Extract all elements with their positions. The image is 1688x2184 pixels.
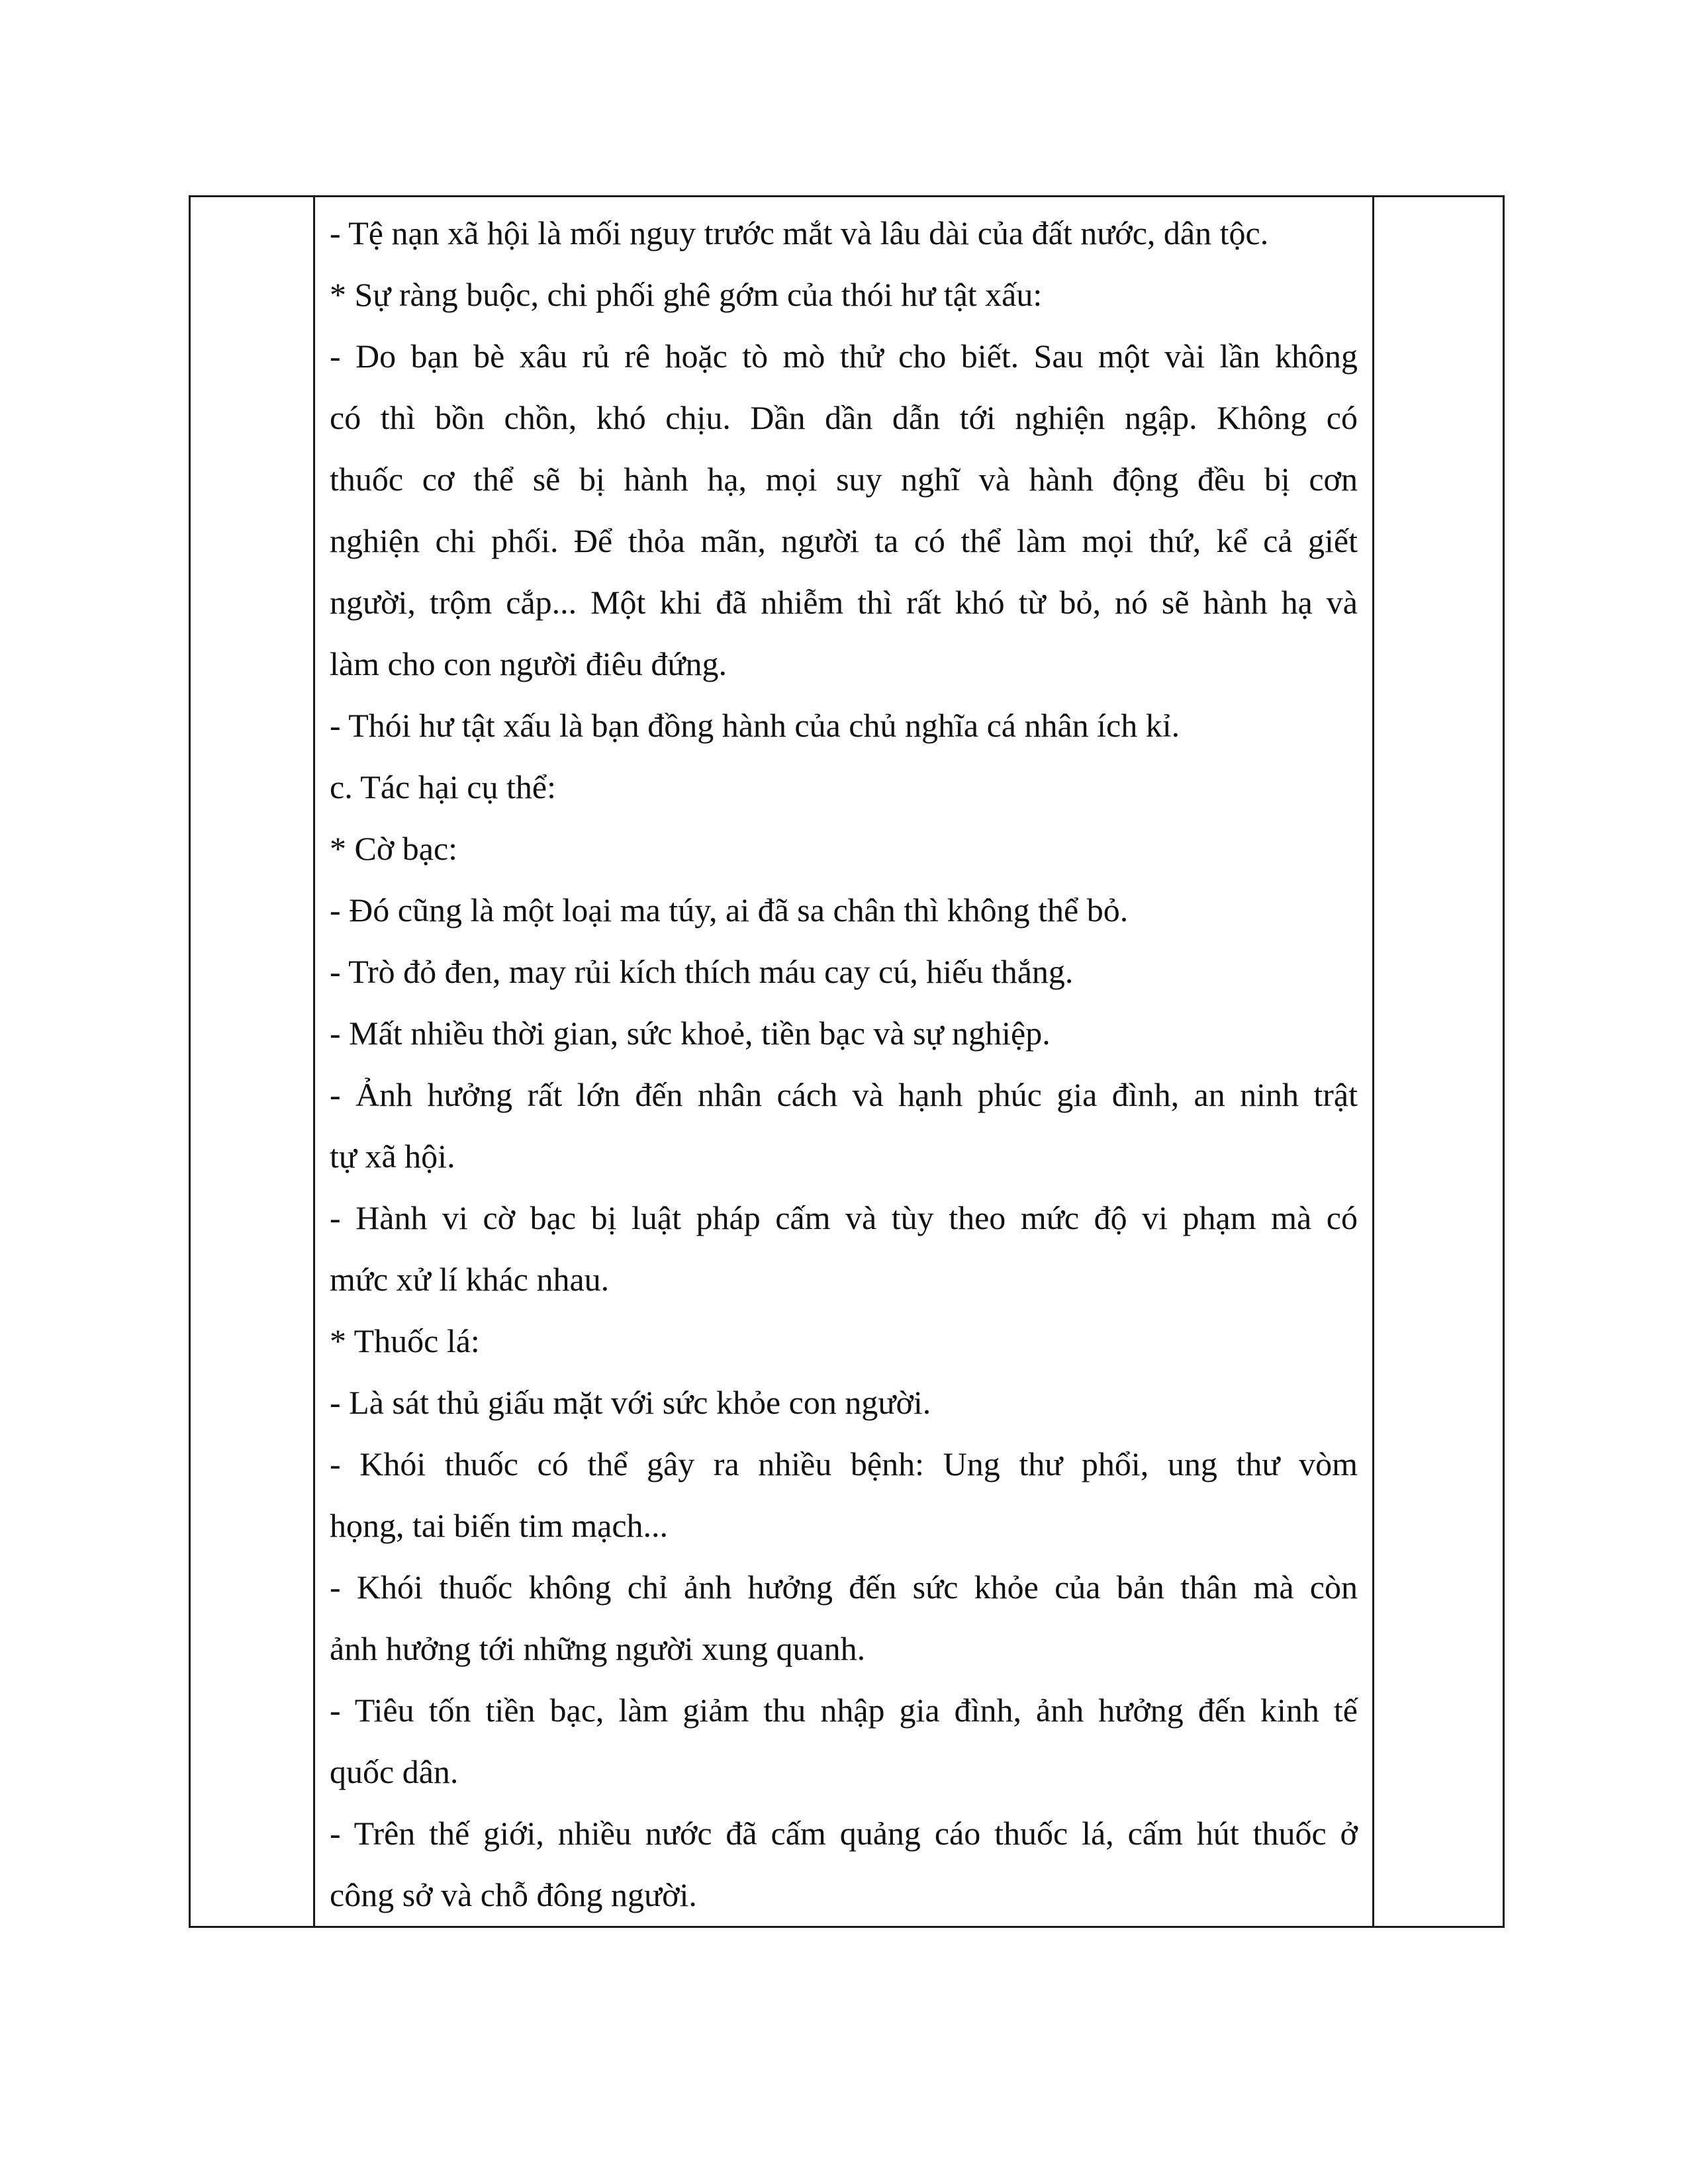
content-text-block xyxy=(315,197,1372,1926)
text-line: - Do bạn bè xâu rủ rê hoặc tò mò thử cho biết. Sau một vài lần không xyxy=(330,338,1358,375)
text-line: - Trên thế giới, nhiều nước đã cấm quảng cáo thuốc lá, cấm hút thuốc ở xyxy=(330,1815,1358,1852)
right-column-cell xyxy=(1374,197,1504,1927)
text-line: mức xử lí khác nhau. xyxy=(330,1261,610,1298)
text-line: - Mất nhiều thời gian, sức khoẻ, tiền bạc và sự nghiệp. xyxy=(330,1015,1051,1052)
text-line: c. Tác hại cụ thể: xyxy=(330,768,556,805)
content-table xyxy=(189,195,1505,1928)
text-line: có thì bồn chồn, khó chịu. Dần dần dẫn tới nghiện ngập. Không có xyxy=(330,399,1358,436)
text-line: - Trò đỏ đen, may rủi kích thích máu cay cú, hiếu thắng. xyxy=(330,953,1074,990)
text-line: - Thói hư tật xấu là bạn đồng hành của chủ nghĩa cá nhân ích kỉ. xyxy=(330,707,1180,744)
text-line: * Cờ bạc: xyxy=(330,830,458,867)
text-line: - Ảnh hưởng rất lớn đến nhân cách và hạnh phúc gia đình, an ninh trật xyxy=(330,1076,1358,1113)
left-column-cell xyxy=(190,197,314,1927)
text-line: * Sự ràng buộc, chi phối ghê gớm của thói hư tật xấu: xyxy=(330,276,1043,313)
text-line: - Là sát thủ giấu mặt với sức khỏe con người. xyxy=(330,1384,931,1421)
text-line: làm cho con người điêu đứng. xyxy=(330,645,727,682)
text-line: tự xã hội. xyxy=(330,1138,455,1175)
text-line: - Khói thuốc có thể gây ra nhiều bệnh: Ung thư phổi, ung thư vòm xyxy=(330,1445,1358,1482)
content-column-cell xyxy=(314,197,1374,1927)
table-row xyxy=(190,197,1504,1927)
text-line: thuốc cơ thể sẽ bị hành hạ, mọi suy nghĩ và hành động đều bị cơn xyxy=(330,461,1358,498)
text-line: người, trộm cắp... Một khi đã nhiễm thì rất khó từ bỏ, nó sẽ hành hạ và xyxy=(330,584,1358,621)
text-line: nghiện chi phối. Để thỏa mãn, người ta có thể làm mọi thứ, kể cả giết xyxy=(330,522,1358,559)
text-line: quốc dân. xyxy=(330,1753,459,1790)
text-line: - Tiêu tốn tiền bạc, làm giảm thu nhập gia đình, ảnh hưởng đến kinh tế xyxy=(330,1692,1358,1729)
text-line: công sở và chỗ đông người. xyxy=(330,1876,697,1913)
text-line: - Tệ nạn xã hội là mối nguy trước mắt và lâu dài của đất nước, dân tộc. xyxy=(330,214,1269,251)
text-line: - Đó cũng là một loại ma túy, ai đã sa chân thì không thể bỏ. xyxy=(330,891,1129,929)
text-line: ảnh hưởng tới những người xung quanh. xyxy=(330,1630,866,1667)
text-line: * Thuốc lá: xyxy=(330,1322,480,1359)
text-line: họng, tai biến tim mạch... xyxy=(330,1507,669,1544)
text-line: - Hành vi cờ bạc bị luật pháp cấm và tùy theo mức độ vi phạm mà có xyxy=(330,1199,1358,1236)
text-line: - Khói thuốc không chỉ ảnh hưởng đến sức khỏe của bản thân mà còn xyxy=(330,1569,1358,1606)
